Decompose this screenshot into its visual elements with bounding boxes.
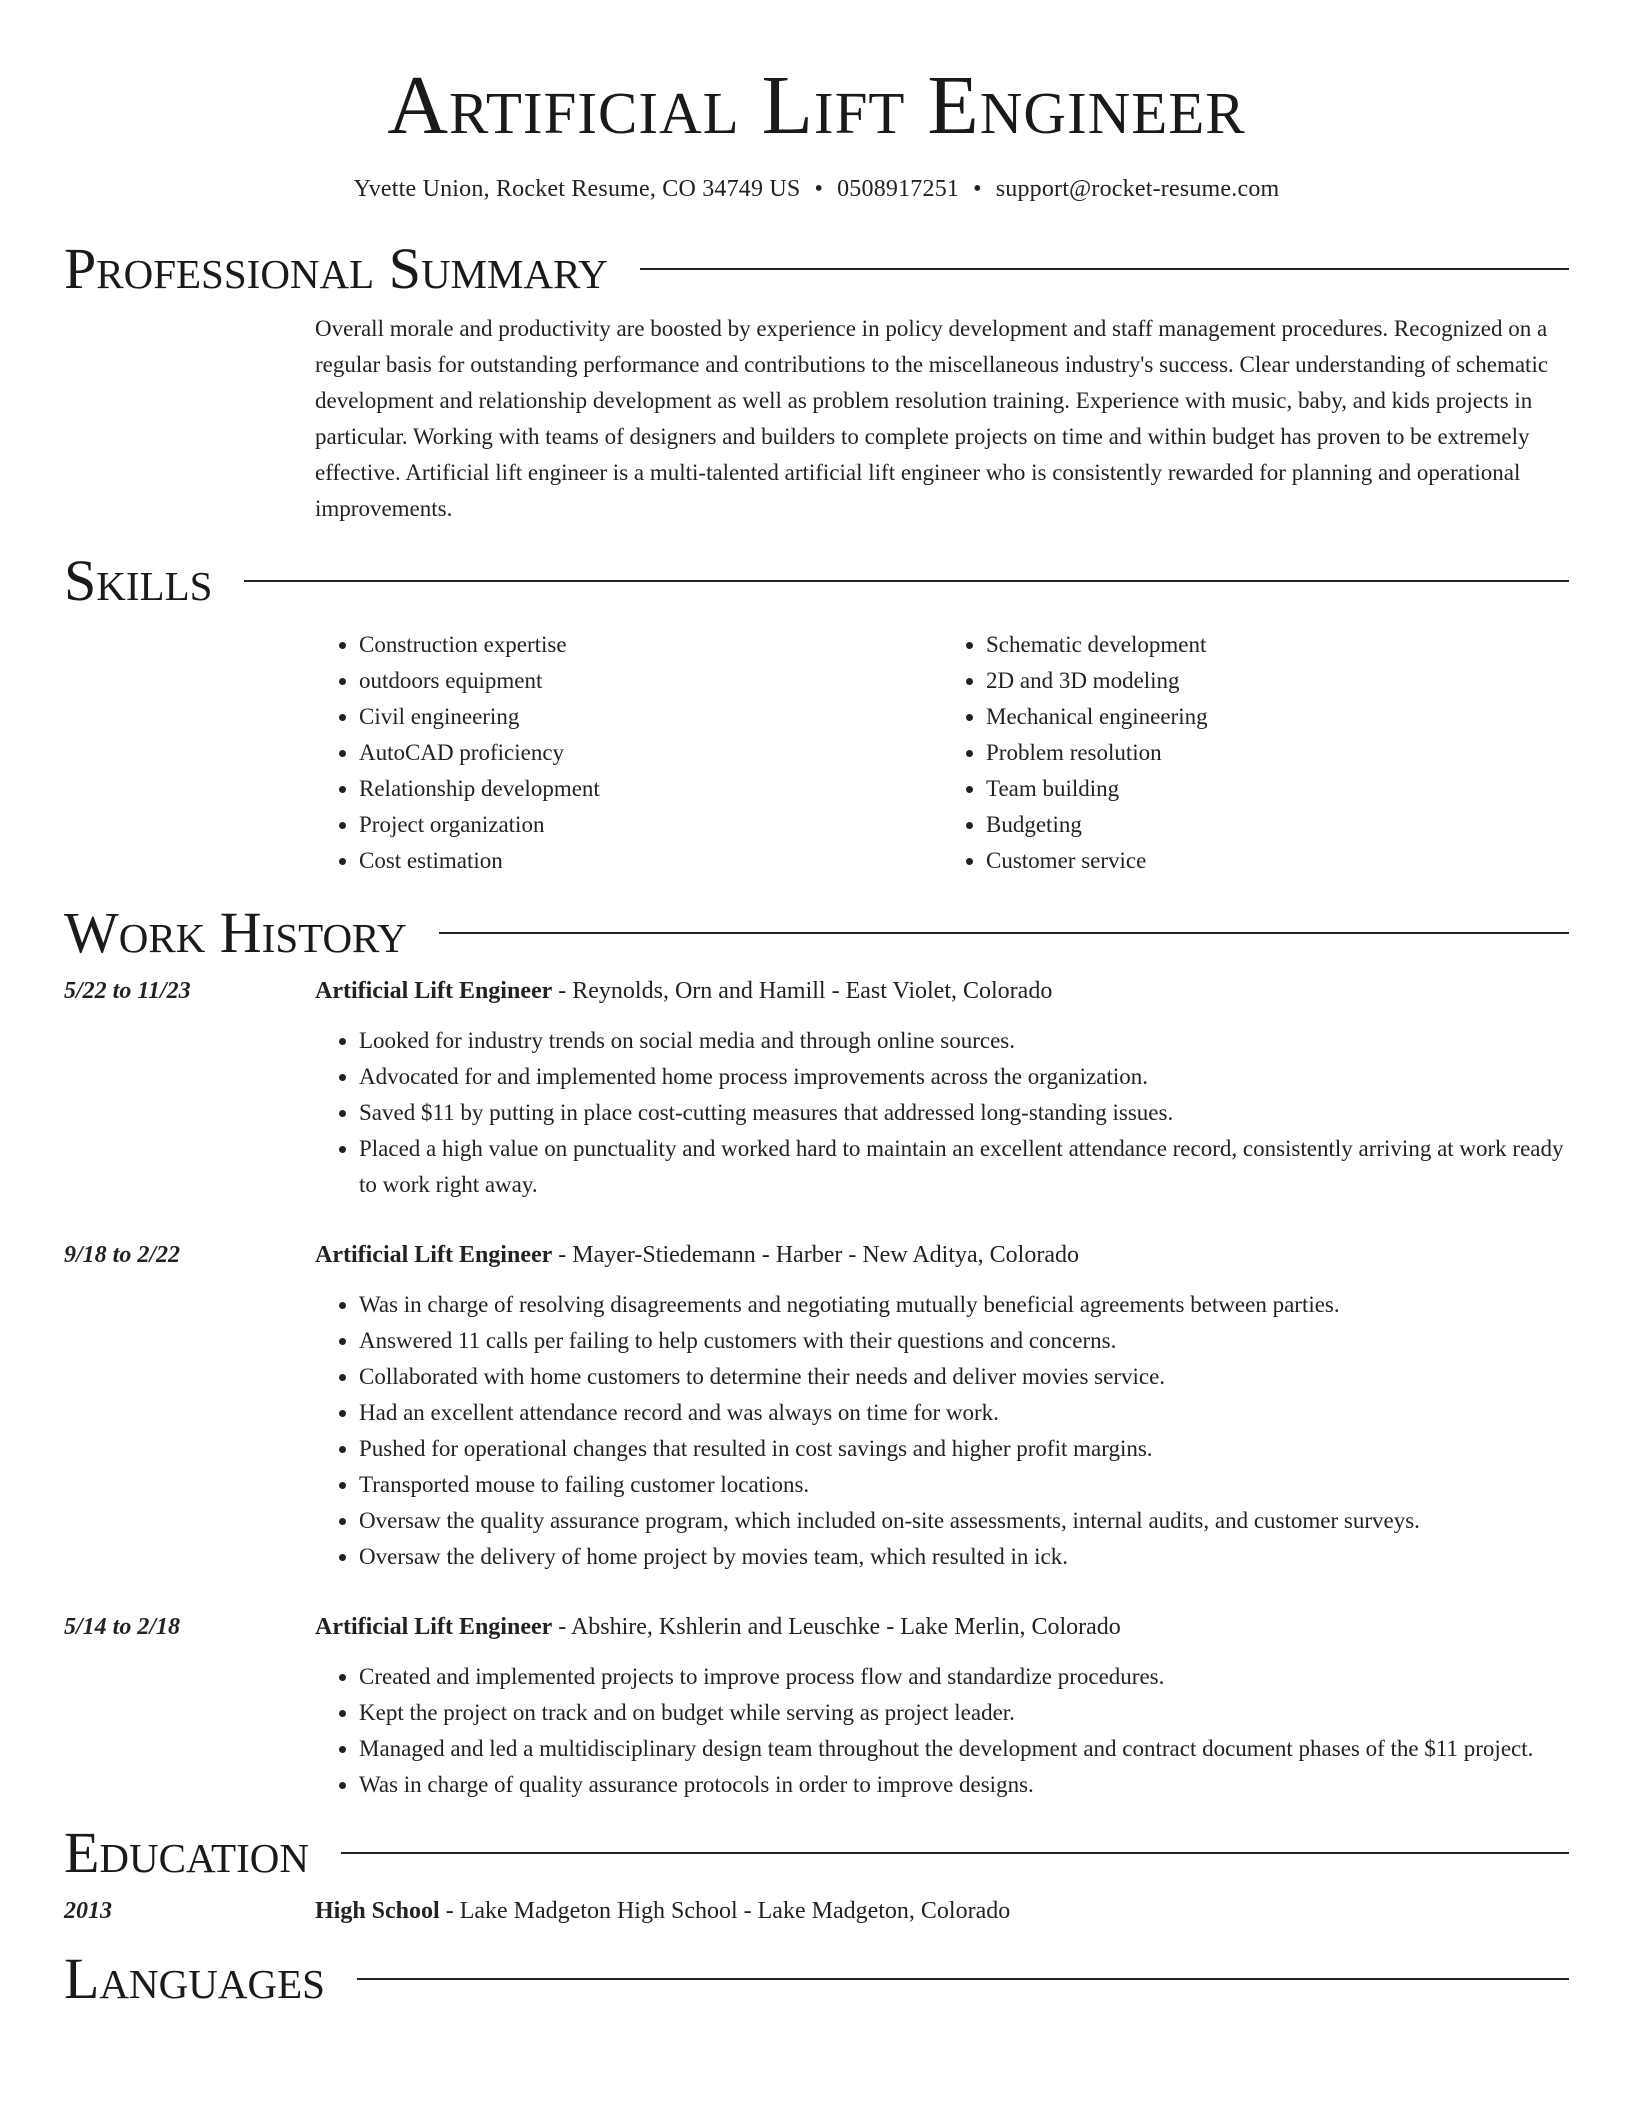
job-bullets — [315, 1287, 1569, 1575]
contact-phone: 0508917251 — [837, 176, 960, 202]
skill-item: • Civil engineering — [359, 699, 942, 735]
skills-column-left — [315, 627, 942, 879]
skill-item: • Budgeting — [986, 807, 1569, 843]
section-divider — [640, 268, 1569, 270]
job-bullet: • Was in charge of resolving disagreements and negotiating mutually beneficial agreements between parties. — [359, 1287, 1569, 1323]
job-details: - Reynolds, Orn and Hamill - East Violet, Colorado — [552, 978, 1053, 1004]
job-bullet: • Kept the project on track and on budget while serving as project leader. — [359, 1695, 1569, 1731]
education-entry — [64, 1893, 1569, 1929]
job-bullet: • Placed a high value on punctuality and worked hard to maintain an excellent attendance record, consistently arriving at work ready to work right away. — [359, 1131, 1569, 1203]
job-entry — [64, 1237, 1569, 1575]
languages-title: Languages — [64, 1946, 325, 2011]
job-title: Artificial Lift Engineer — [315, 978, 553, 1004]
skill-item: • Mechanical engineering — [986, 699, 1569, 735]
work-title: Work History — [64, 900, 407, 965]
summary-text: Overall morale and productivity are boosted by experience in policy development and staff management procedures. Recognized on a regular basis for outstanding performance and contributions to the miscellaneous industry's success. Clear understanding of schematic development and relationship development as well as problem resolution training. Experience with music, baby, and kids projects in particular. Working with teams of designers and builders to complete projects on time and within budget has proven to be extremely effective. Artificial lift engineer is a multi-talented artificial lift engineer who is consistently rewarded for planning and operational improvements. — [315, 316, 1549, 521]
education-heading-line — [315, 1893, 1010, 1929]
job-header — [64, 973, 1569, 1009]
skill-item: • Schematic development — [986, 627, 1569, 663]
contact-separator: • — [814, 176, 824, 202]
job-heading — [315, 973, 1052, 1009]
skill-item: • Cost estimation — [359, 843, 942, 879]
section-divider — [357, 1978, 1569, 1980]
contact-address: Yvette Union, Rocket Resume, CO 34749 US — [353, 176, 801, 202]
skill-item: • AutoCAD proficiency — [359, 735, 942, 771]
job-bullet: • Looked for industry trends on social media and through online sources. — [359, 1023, 1569, 1059]
skills-heading — [64, 549, 1569, 613]
contact-email: support@rocket-resume.com — [995, 176, 1280, 202]
job-dates: 5/22 to 11/23 — [64, 978, 191, 1004]
skills-list — [315, 627, 1569, 879]
job-heading — [315, 1609, 1121, 1645]
resume-page — [64, 0, 1569, 2011]
contact-line — [64, 176, 1569, 203]
education-year: 2013 — [64, 1898, 112, 1924]
skill-item: • outdoors equipment — [359, 663, 942, 699]
job-bullet: • Transported mouse to failing customer locations. — [359, 1467, 1569, 1503]
job-bullet: • Oversaw the delivery of home project by movies team, which resulted in ick. — [359, 1539, 1569, 1575]
skill-item: • Relationship development — [359, 771, 942, 807]
skill-item: • Project organization — [359, 807, 942, 843]
job-bullet: • Managed and led a multidisciplinary design team throughout the development and contract document phases of the $11 project. — [359, 1731, 1569, 1767]
job-title: Artificial Lift Engineer — [315, 1242, 553, 1268]
job-bullet: • Saved $11 by putting in place cost-cutting measures that addressed long-standing issues. — [359, 1095, 1569, 1131]
skill-item: • 2D and 3D modeling — [986, 663, 1569, 699]
job-title: Artificial Lift Engineer — [315, 1614, 553, 1640]
summary-title: Professional Summary — [64, 236, 608, 301]
job-details: - Mayer-Stiedemann - Harber - New Aditya, Colorado — [552, 1242, 1079, 1268]
education-degree: High School — [315, 1898, 440, 1924]
job-heading — [315, 1237, 1079, 1273]
contact-separator: • — [973, 176, 982, 202]
job-bullets — [315, 1023, 1569, 1203]
job-bullet: • Answered 11 calls per failing to help customers with their questions and concerns. — [359, 1323, 1569, 1359]
skill-item: • Construction expertise — [359, 627, 942, 663]
languages-heading — [64, 1947, 1569, 2011]
section-divider — [341, 1852, 1569, 1854]
skill-item: • Customer service — [986, 843, 1569, 879]
job-bullet: • Created and implemented projects to improve process flow and standardize procedures. — [359, 1659, 1569, 1695]
job-header — [64, 1237, 1569, 1273]
job-bullet: • Pushed for operational changes that resulted in cost savings and higher profit margins. — [359, 1431, 1569, 1467]
education-row — [64, 1893, 1569, 1929]
skills-column-right — [942, 627, 1569, 879]
job-bullet: • Had an excellent attendance record and was always on time for work. — [359, 1395, 1569, 1431]
education-details: - Lake Madgeton High School - Lake Madgeton, Colorado — [439, 1898, 1011, 1924]
resume-name: Artificial Lift Engineer — [387, 59, 1246, 152]
summary-heading — [64, 237, 1569, 301]
job-dates: 9/18 to 2/22 — [64, 1242, 181, 1268]
job-bullet: • Advocated for and implemented home process improvements across the organization. — [359, 1059, 1569, 1095]
skill-item: • Team building — [986, 771, 1569, 807]
job-bullet: • Oversaw the quality assurance program, which included on-site assessments, internal audits, and customer surveys. — [359, 1503, 1569, 1539]
job-bullet: • Collaborated with home customers to determine their needs and deliver movies service. — [359, 1359, 1569, 1395]
job-entry — [64, 1609, 1569, 1803]
skill-item: • Problem resolution — [986, 735, 1569, 771]
section-divider — [244, 580, 1569, 582]
job-bullets — [315, 1659, 1569, 1803]
education-title: Education — [64, 1820, 309, 1885]
section-divider — [439, 932, 1569, 934]
job-entry — [64, 973, 1569, 1203]
job-details: - Abshire, Kshlerin and Leuschke - Lake Merlin, Colorado — [552, 1614, 1121, 1640]
job-bullet: • Was in charge of quality assurance protocols in order to improve designs. — [359, 1767, 1569, 1803]
job-header — [64, 1609, 1569, 1645]
education-heading — [64, 1821, 1569, 1885]
work-heading — [64, 901, 1569, 965]
skills-title: Skills — [64, 548, 213, 613]
job-dates: 5/14 to 2/18 — [64, 1614, 181, 1640]
